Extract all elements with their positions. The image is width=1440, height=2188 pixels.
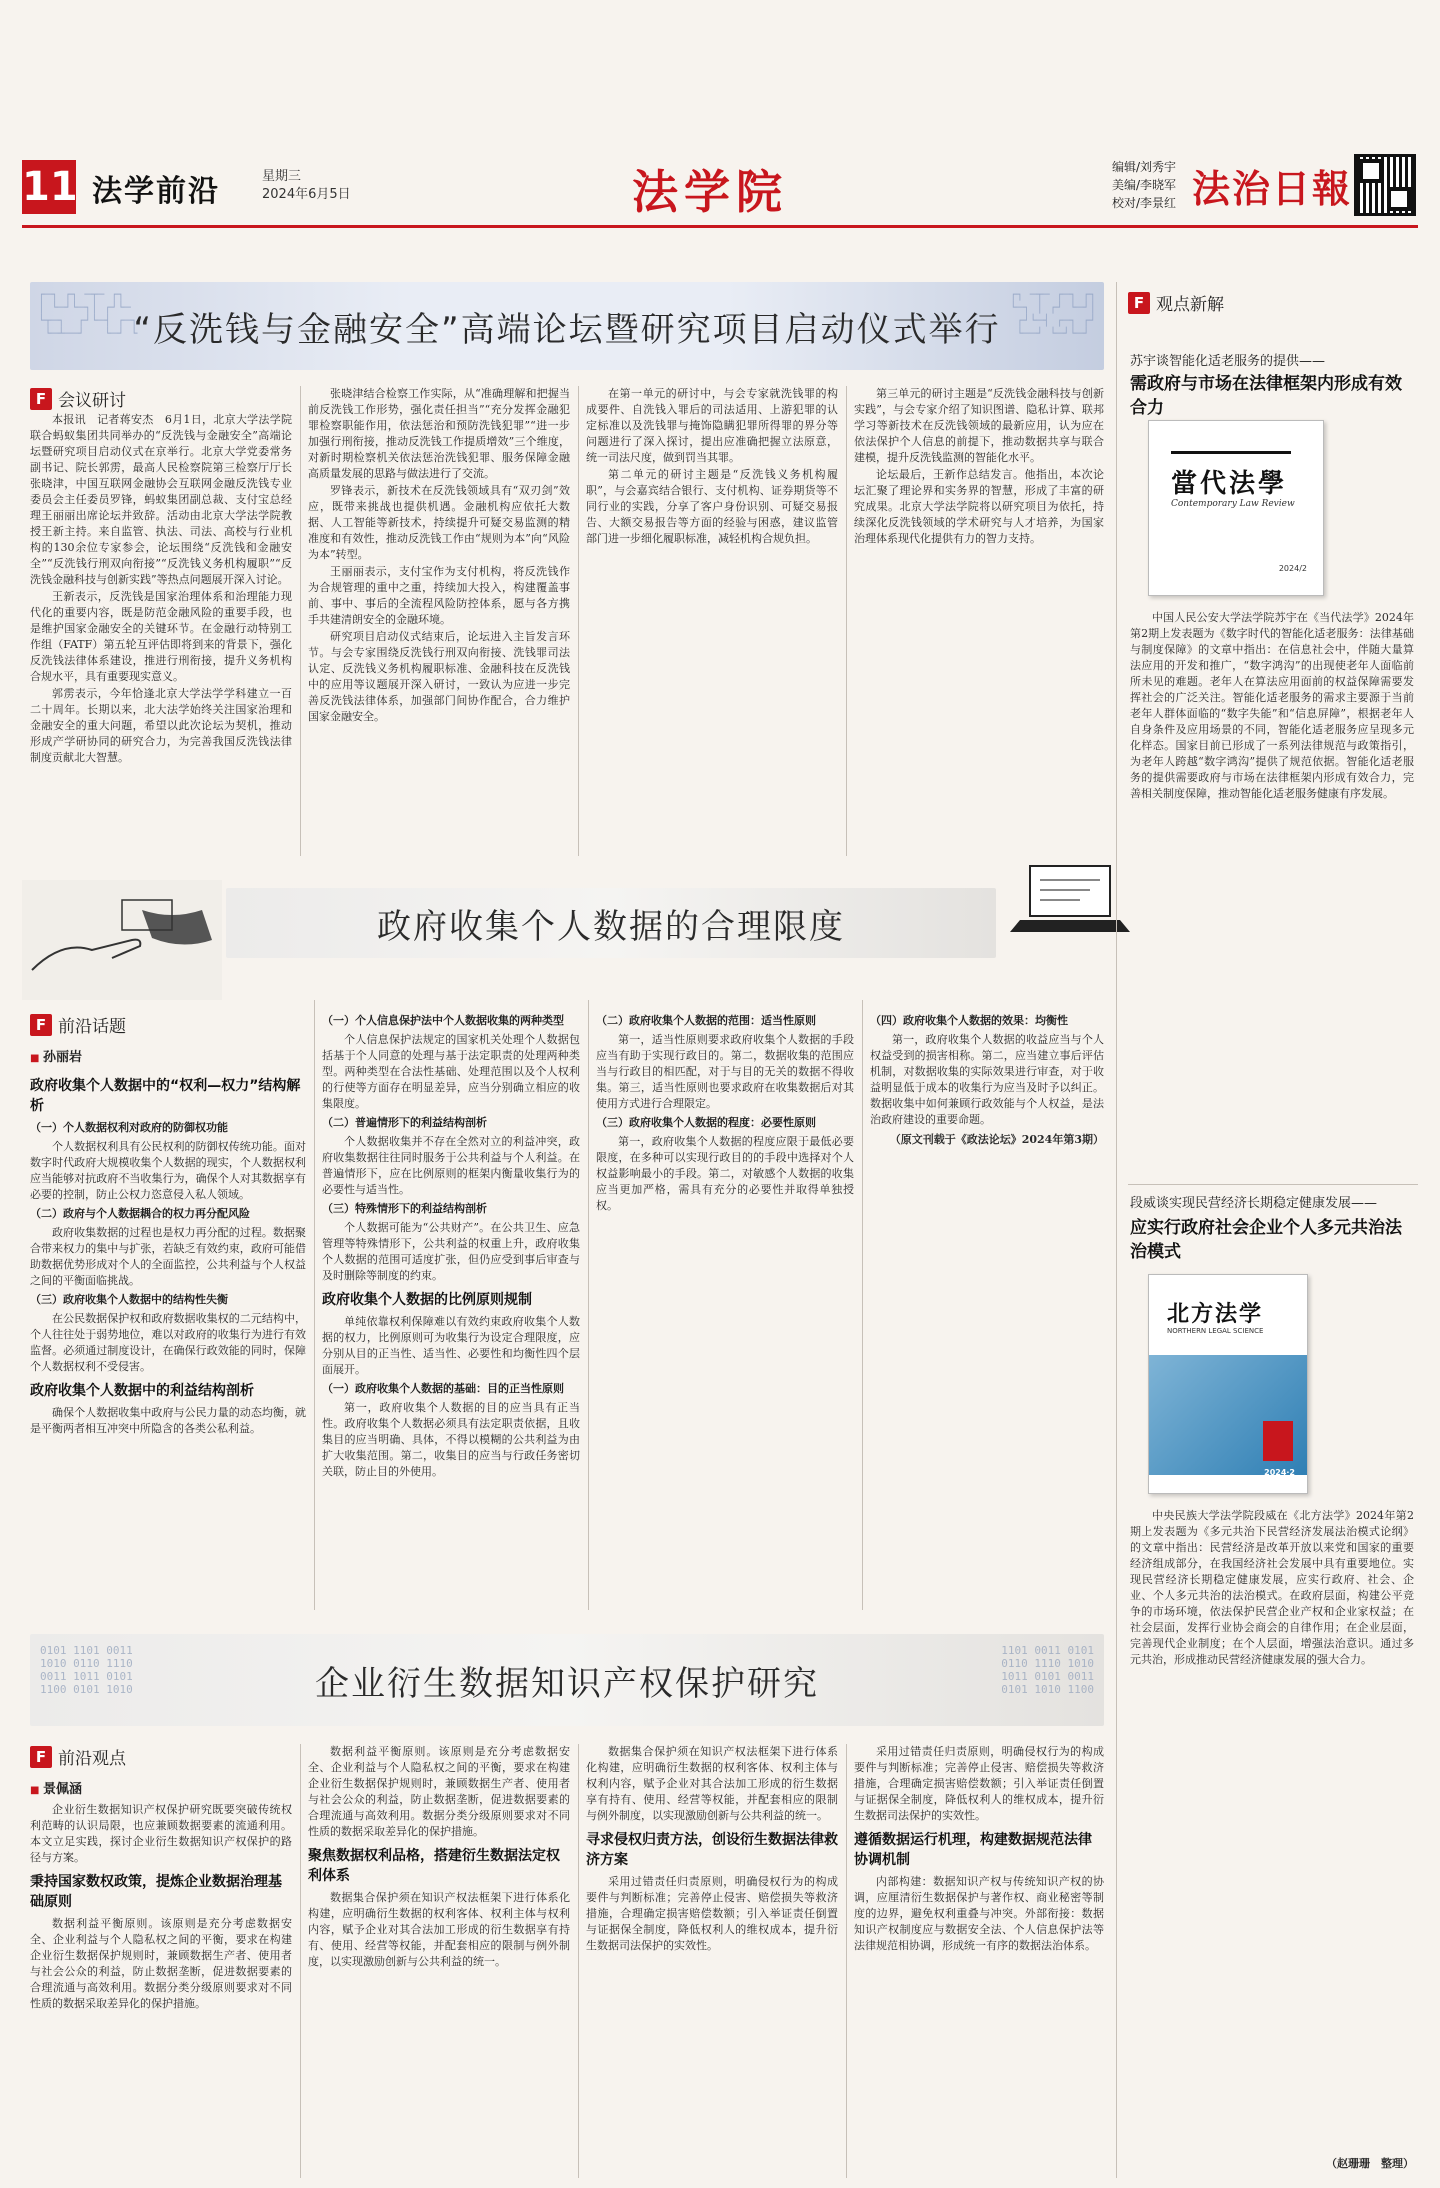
- article1-col-4: [854, 386, 1104, 858]
- f-badge-icon: F: [30, 1746, 52, 1768]
- article2-author: ■ 孙丽岩: [30, 1046, 82, 1065]
- cover-title: 當代法學: [1171, 469, 1288, 499]
- article2-subtitle-3: 政府收集个人数据的比例原则规制: [322, 1292, 532, 1308]
- sidebar-section-label: [1128, 290, 1224, 315]
- paragraph: 个人数据收集并不存在全然对立的利益冲突，政府收集数据往往同时服务于公共利益与个人利益。在普遍情形下，应在比例原则的框架内衡量收集行为的必要性与适当性。: [322, 1135, 580, 1196]
- page-number: 11: [22, 160, 76, 214]
- column-divider: [846, 386, 847, 856]
- article3-col-4: [854, 1744, 1104, 2178]
- cover-subtitle: Contemporary Law Review: [1171, 499, 1295, 509]
- article2-banner: [226, 888, 996, 958]
- sidebar-label-text: 观点新解: [1156, 295, 1224, 315]
- weekday: 星期三: [262, 169, 302, 184]
- column-divider: [314, 1000, 315, 1610]
- paragraph: 第一，适当性原则要求政府收集个人数据的手段应当有助于实现行政目的。第二，数据收集的范围应当与行政目的相匹配，对于与目的无关的数据不得收集。第三，适当性原则也要求政府在收集数据后对其使用方式进行合理限定。: [596, 1033, 854, 1110]
- sidebar-item2-text: [1130, 1508, 1414, 2148]
- article3-col-3: [586, 1744, 838, 2178]
- section-heading: （四）政府收集个人数据的效果：均衡性: [870, 1014, 1068, 1027]
- paragraph: 数据利益平衡原则。该原则是充分考虑数据安全、企业利益与个人隐私权之间的平衡，要求在构建企业衍生数据保护规则时，兼顾数据生产者、使用者与社会公众的利益，防止数据垄断，促进数据要素的合理流通与高效利用。数据分类分级原则要求对不同性质的数据采取差异化的保护措施。: [30, 1917, 292, 2010]
- column-divider: [578, 386, 579, 856]
- editor-credits: [1112, 158, 1176, 212]
- article3-col-2: [308, 1744, 570, 2178]
- f-badge-icon: F: [30, 1014, 52, 1036]
- article3-subtitle-1: 秉持国家数权政策，提炼企业数据治理基础原则: [30, 1874, 282, 1910]
- editor: 编辑/刘秀宇: [1112, 160, 1177, 174]
- column-divider: [588, 1000, 589, 1610]
- laptop-illustration: [1000, 860, 1140, 940]
- column-name: 法学前沿: [92, 174, 220, 209]
- paragraph: 单纯依靠权利保障难以有效约束政府收集个人数据的权力，比例原则可为收集行为设定合理限度，应分别从目的正当性、适当性、必要性和均衡性四个层面展开。: [322, 1315, 580, 1376]
- article2-section-label: [30, 1012, 126, 1037]
- article1-col-2: [308, 386, 570, 858]
- section-heading: （三）政府收集个人数据的程度：必要性原则: [596, 1116, 816, 1129]
- paragraph: 郭雳表示，今年恰逢北京大学法学学科建立一百二十周年。长期以来，北大法学始终关注国家治理和金融安全的重大问题，希望以此次论坛为契机，推动形成产学研协同的研究合力，为完善我国反洗钱法律制度贡献北大智慧。: [30, 687, 292, 764]
- article2-source: （原文刊载于《政法论坛》2024年第3期）: [889, 1133, 1104, 1146]
- cover-art: [1149, 1355, 1307, 1475]
- circuit-pattern-icon: ┌─┐ ┌┐ ─┬─ ┌┐ │ └─┘└─┐│ ┌┘└─ └┬─┐ ┌┘└─┤ ┌─┐ └─┴──┘ └─┘ └: [38, 288, 138, 340]
- article3-col-1: [30, 1802, 292, 2178]
- paragraph: 第一，政府收集个人数据的目的应当具有正当性。政府收集个人数据必须具有法定职责依据，且收集目的应当明确、具体，不得以模糊的公共利益为由扩大收集范围。第二，收集目的应当与行政任务密切关联，防止目的外使用。: [322, 1401, 580, 1478]
- article3-section-label: [30, 1744, 126, 1769]
- paragraph: 研究项目启动仪式结束后，论坛进入主旨发言环节。与会专家围绕反洗钱行刑双向衔接、洗钱罪司法认定、反洗钱义务机构履职标准、金融科技在反洗钱中的应用等议题展开深入研讨，一致认为应进一步完善反洗钱法律体系，加强部门间协作配合，合力维护国家金融安全。: [308, 630, 570, 723]
- hands-illustration: [22, 880, 222, 1000]
- article1-headline: “反洗钱与金融安全”高端论坛暨研究项目启动仪式举行: [133, 309, 1001, 350]
- data-stream-icon: 0101 1101 0011 1010 0110 1110 0011 1011 0101 1100 0101 1010: [40, 1644, 133, 1696]
- section-heading: （二）政府与个人数据耦合的权力再分配风险: [30, 1207, 250, 1220]
- journal-cover-northern-law: [1148, 1274, 1308, 1494]
- paragraph: 采用过错责任归责原则，明确侵权行为的构成要件与判断标准；完善停止侵害、赔偿损失等救济措施，合理确定损害赔偿数额；引入举证责任倒置与证据保全制度，降低权利人的维权成本，提升衍生数据司法保护的实效性。: [586, 1875, 838, 1952]
- newspaper-logo: 法治日報: [1192, 166, 1353, 211]
- paragraph: 第三单元的研讨主题是“反洗钱金融科技与创新实践”，与会专家介绍了知识图谱、隐私计算、联邦学习等新技术在反洗钱领域的最新应用，认为应在依法保护个人信息的前提下，推动数据共享与联合建模，提升反洗钱监测的智能化水平。: [854, 387, 1104, 464]
- masthead: [22, 150, 1418, 228]
- cover-rule: [1171, 451, 1291, 454]
- paragraph: 本报讯 记者蒋安杰 6月1日，北京大学法学院联合蚂蚁集团共同举办的“反洗钱与金融安全”高端论坛暨研究项目启动仪式在京举行。北京大学党委常务副书记、院长郭雳，最高人民检察院第三检察厅厅长张晓津，中国互联网金融协会互联网金融反洗钱专业委员会主任委员罗锋，蚂蚁集团副总裁、支付宝总经理王丽丽出席论坛并致辞。活动由北京大学法学院教授王新主持。来自监管、执法、司法、高校与行业机构的130余位专家参会，论坛围绕“反洗钱和金融安全”“反洗钱行刑双向衔接”“反洗钱义务机构履职”“反洗钱金融科技与创新实践”等热点问题展开深入讨论。: [30, 413, 292, 586]
- sidebar-item2-headline: 应实行政府社会企业个人多元共治法治模式: [1130, 1218, 1402, 1262]
- paragraph: 个人数据可能为“公共财产”。在公共卫生、应急管理等特殊情形下，公共利益的权重上升，政府收集个人数据的范围可适度扩张，但仍应受到事后审查与及时删除等制度的约束。: [322, 1221, 580, 1282]
- date: 2024年6月5日: [262, 187, 351, 202]
- f-badge-icon: F: [30, 388, 52, 410]
- section-heading: （三）特殊情形下的利益结构剖析: [322, 1202, 487, 1215]
- paragraph: 王新表示，反洗钱是国家治理体系和治理能力现代化的重要内容，既是防范金融风险的重要手段，也是维护国家金融安全的关键环节。在金融行动特别工作组（FATF）第五轮互评估即将到来的背景下，强化反洗钱法律体系建设，推进行刑衔接，提升义务机构合规水平，具有重要现实意义。: [30, 590, 292, 683]
- section-title: 法学院: [632, 165, 788, 219]
- paragraph: 数据利益平衡原则。该原则是充分考虑数据安全、企业利益与个人隐私权之间的平衡，要求在构建企业衍生数据保护规则时，兼顾数据生产者、使用者与社会公众的利益，防止数据垄断，促进数据要素的合理流通与高效利用。数据分类分级原则要求对不同性质的数据采取差异化的保护措施。: [308, 1745, 570, 1838]
- paragraph: 确保个人数据收集中政府与公民力量的动态均衡，就是平衡两者相互冲突中所隐含的各类公私利益。: [30, 1406, 306, 1435]
- article2-label-text: 前沿话题: [58, 1017, 126, 1037]
- article2-subtitle-1: 政府收集个人数据中的“权利—权力”结构解析: [30, 1078, 301, 1114]
- sidebar-item1-headline: 需政府与市场在法律框架内形成有效合力: [1130, 374, 1402, 418]
- column-divider: [578, 1744, 579, 2178]
- paragraph: 第一，政府收集个人数据的收益应当与个人权益受到的损害相称。第二，应当建立事后评估机制，对数据收集的实际效果进行审查，对于收益明显低于成本的收集行为应当及时予以纠正。数据收集中如何兼顾行政效能与个人权益，是法治政府建设的重要命题。: [870, 1033, 1104, 1126]
- paragraph: 数据集合保护须在知识产权法框架下进行体系化构建，应明确衍生数据的权利客体、权利主体与权利内容，赋予企业对其合法加工形成的衍生数据享有持有、使用、经营等权能，并配套相应的限制与例外制度，以实现激励创新与公共利益的统一。: [586, 1745, 838, 1822]
- paragraph: 中国人民公安大学法学院苏宇在《当代法学》2024年第2期上发表题为《数字时代的智能化适老服务：法律基础与制度保障》的文章中指出：在信息社会中，伴随大量算法应用的开发和推广，“数字鸿沟”的出现使老年人面临前所未见的难题。老年人在算法应用面前的权益保障需要发挥社会的广泛关注。智能化适老服务的需求主要源于当前老年人群体面临的“数字失能”和“信息屏障”，根据老年人自身条件及应用场景的不同，智能化适老服务应呈现多元化样态。国家目前已形成了一系列法律规范与政策指引，为老年人跨越“数字鸿沟”提供了规范依据。智能化适老服务的提供需要政府与市场在法律框架内形成有效合力，完善相关制度保障，推动智能化适老服务健康有序发展。: [1130, 611, 1414, 800]
- paragraph: 企业衍生数据知识产权保护研究既要突破传统权利范畴的认识局限，也应兼顾数据要素的流通利用。本文立足实践，探讨企业衍生数据知识产权保护的路径与方案。: [30, 1803, 292, 1864]
- sidebar-item2-kicker: 段威谈实现民营经济长期稳定健康发展——: [1130, 1196, 1378, 1211]
- sidebar-divider: [1116, 282, 1117, 2178]
- article2-headline: 政府收集个人数据的合理限度: [377, 906, 845, 947]
- article3-label-text: 前沿观点: [58, 1749, 126, 1769]
- sidebar-item1-text: [1130, 610, 1414, 1170]
- cover-issue: 2024·2: [1264, 1468, 1295, 1477]
- article3-subtitle-3: 寻求侵权归责方法，创设衍生数据法律救济方案: [586, 1832, 838, 1868]
- article3-headline: 企业衍生数据知识产权保护研究: [315, 1663, 819, 1704]
- paragraph: 政府收集数据的过程也是权力再分配的过程。数据聚合带来权力的集中与扩张，若缺乏有效约束，政府可能借助数据优势形成对个人的全面监控，公共利益与个人权益之间的平衡面临挑战。: [30, 1226, 306, 1287]
- paragraph: 采用过错责任归责原则，明确侵权行为的构成要件与判断标准；完善停止侵害、赔偿损失等救济措施，合理确定损害赔偿数额；引入举证责任倒置与证据保全制度，降低权利人的维权成本，提升衍生数据司法保护的实效性。: [854, 1745, 1104, 1822]
- paragraph: 张晓津结合检察工作实际，从“准确理解和把握当前反洗钱工作形势，强化责任担当”“充分发挥金融犯罪检察职能作用，依法惩治和预防洗钱犯罪”“进一步加强行刑衔接，推动反洗钱工作提质增效”三个维度，对新时期检察机关依法惩治洗钱犯罪、服务保障金融高质量发展的思路与做法进行了交流。: [308, 387, 570, 480]
- cover-issue: 2024/2: [1278, 564, 1307, 573]
- cover-title: 北方法学: [1167, 1301, 1264, 1327]
- cover-subtitle: NORTHERN LEGAL SCIENCE: [1167, 1327, 1264, 1335]
- article1-col-1: [30, 412, 292, 858]
- article2-col-2: [322, 1010, 580, 1610]
- data-stream-icon: 1101 0011 0101 0110 1110 1010 1011 0101 0011 0101 1010 1100: [1001, 1644, 1094, 1696]
- section-heading: （一）个人信息保护法中个人数据收集的两种类型: [322, 1014, 564, 1027]
- article2-col-4: [870, 1010, 1104, 1610]
- paragraph: 个人数据权利具有公民权利的防御权传统功能。面对数字时代政府大规模收集个人数据的现实，个人数据权利应当能够对抗政府不当收集行为，确保个人对其数据享有必要的控制，防止公权力恣意侵入私人领域。: [30, 1140, 306, 1201]
- article2-col-3: [596, 1010, 854, 1610]
- article2-subtitle-2: 政府收集个人数据中的利益结构剖析: [30, 1383, 254, 1399]
- column-divider: [300, 1744, 301, 2178]
- paragraph: 罗锋表示，新技术在反洗钱领域具有“双刃剑”效应，既带来挑战也提供机遇。金融机构应依托大数据、人工智能等新技术，持续提升可疑交易监测的精准度和有效性，推动反洗钱工作由“规则为本”向“风险为本”转型。: [308, 484, 570, 561]
- article1-col-3: [586, 386, 838, 858]
- sidebar-item1-kicker: 苏宇谈智能化适老服务的提供——: [1130, 354, 1326, 369]
- paragraph: 在第一单元的研讨中，与会专家就洗钱罪的构成要件、自洗钱入罪后的司法适用、上游犯罪的认定标准以及洗钱罪与掩饰隐瞒犯罪所得罪的界分等问题进行了深入探讨，提出应准确把握立法原意，统一司法尺度，做到罚当其罪。: [586, 387, 838, 464]
- proofreader: 校对/李景红: [1112, 196, 1177, 210]
- sidebar-editor-note: [1130, 2156, 1414, 2176]
- paragraph: 王丽丽表示，支付宝作为支付机构，将反洗钱作为合规管理的重中之重，持续加大投入，构建覆盖事前、事中、事后的全流程风险防控体系，愿与各方携手共建清朗安全的金融环境。: [308, 565, 570, 626]
- section-heading: （一）政府收集个人数据的基础：目的正当性原则: [322, 1382, 564, 1395]
- article3-banner: [30, 1634, 1104, 1726]
- section-heading: （三）政府收集个人数据中的结构性失衡: [30, 1293, 228, 1306]
- paragraph: 内部构建：数据知识产权与传统知识产权的协调，应厘清衍生数据保护与著作权、商业秘密等制度的边界，避免权利重叠与冲突。外部衔接：数据知识产权制度应与数据安全法、个人信息保护法等法律规范相协调，形成统一有序的数据法治体系。: [854, 1875, 1104, 1952]
- article2-col-1: [30, 1070, 306, 1610]
- paragraph: 第一，政府收集个人数据的程度应限于最低必要限度，在多种可以实现行政目的的手段中选择对个人权益影响最小的手段。第二，对敏感个人数据的收集应当更加严格，需具有充分的必要性并取得单独授权。: [596, 1135, 854, 1212]
- editor-note: （赵珊珊 整理）: [1326, 2157, 1414, 2170]
- paragraph: 论坛最后，王新作总结发言。他指出，本次论坛汇聚了理论界和实务界的智慧，形成了丰富的研究成果。北京大学法学院将以研究项目为依托，持续深化反洗钱领域的学术研究与人才培养，为国家治理体系现代化提供有力的智力支持。: [854, 468, 1104, 545]
- section-heading: （一）个人数据权利对政府的防御权功能: [30, 1121, 228, 1134]
- article1-label-text: 会议研讨: [58, 391, 126, 411]
- issue-date: [262, 168, 351, 204]
- art-editor: 美编/李晓军: [1112, 178, 1177, 192]
- section-heading: （二）政府收集个人数据的范围：适当性原则: [596, 1014, 816, 1027]
- circuit-pattern-icon: ┌┐ ─┬─ ┌─┐ ┌┐ └─┐ │ ┌┘ └─┘│ ┌┘└─┤ ┌─┐ ┌┘ └──┘ └─┘└─┘: [1009, 288, 1096, 340]
- sidebar-separator: [1128, 1184, 1418, 1185]
- column-divider: [846, 1744, 847, 2178]
- section-heading: （二）普遍情形下的利益结构剖析: [322, 1116, 487, 1129]
- qr-code-icon[interactable]: [1354, 154, 1416, 216]
- paragraph: 中央民族大学法学院段威在《北方法学》2024年第2期上发表题为《多元共治下民营经济发展法治模式论纲》的文章中指出：民营经济是改革开放以来党和国家的重要经济组成部分，在我国经济社会发展中具有重要地位。实现民营经济长期稳定健康发展，应实行政府、社会、企业、个人多元共治的法治模式。在政府层面，构建公平竞争的市场环境，依法保护民营企业产权和企业家权益；在社会层面，发挥行业协会商会的自律作用；在企业层面，完善现代企业制度；在个人层面，增强法治意识。通过多元共治，形成推动民营经济健康发展的强大合力。: [1130, 1509, 1414, 1666]
- article1-section-label: [30, 386, 126, 411]
- journal-cover-contemporary-law: [1148, 420, 1324, 596]
- article3-subtitle-2: 聚焦数据权利品格，搭建衍生数据法定权利体系: [308, 1848, 560, 1884]
- paragraph: 数据集合保护须在知识产权法框架下进行体系化构建，应明确衍生数据的权利客体、权利主体与权利内容，赋予企业对其合法加工形成的衍生数据享有持有、使用、经营等权能，并配套相应的限制与例外制度，以实现激励创新与公共利益的统一。: [308, 1891, 570, 1968]
- paragraph: 在公民数据保护权和政府数据收集权的二元结构中，个人往往处于弱势地位，难以对政府的收集行为进行有效监督。必须通过制度设计，在确保行政效能的同时，保障个人数据权利不受侵害。: [30, 1312, 306, 1373]
- paragraph: 第二单元的研讨主题是“反洗钱义务机构履职”，与会嘉宾结合银行、支付机构、证券期货等不同行业的实践，分享了客户身份识别、可疑交易报告、大额交易报告等方面的经验与困惑，建议监管部门进一步细化履职标准，减轻机构合规负担。: [586, 468, 838, 545]
- f-badge-icon: F: [1128, 292, 1150, 314]
- paragraph: 个人信息保护法规定的国家机关处理个人数据包括基于个人同意的处理与基于法定职责的处理两种类型。两种类型在合法性基础、处理范围以及个人权利的行使等方面存在明显差异，应当分别确立相应的收集限度。: [322, 1033, 580, 1110]
- column-divider: [300, 386, 301, 856]
- article3-subtitle-4: 遵循数据运行机理，构建数据规范法律协调机制: [854, 1832, 1092, 1868]
- article3-author: ■ 景佩涵: [30, 1778, 82, 1797]
- column-divider: [862, 1000, 863, 1610]
- article1-banner: [30, 282, 1104, 370]
